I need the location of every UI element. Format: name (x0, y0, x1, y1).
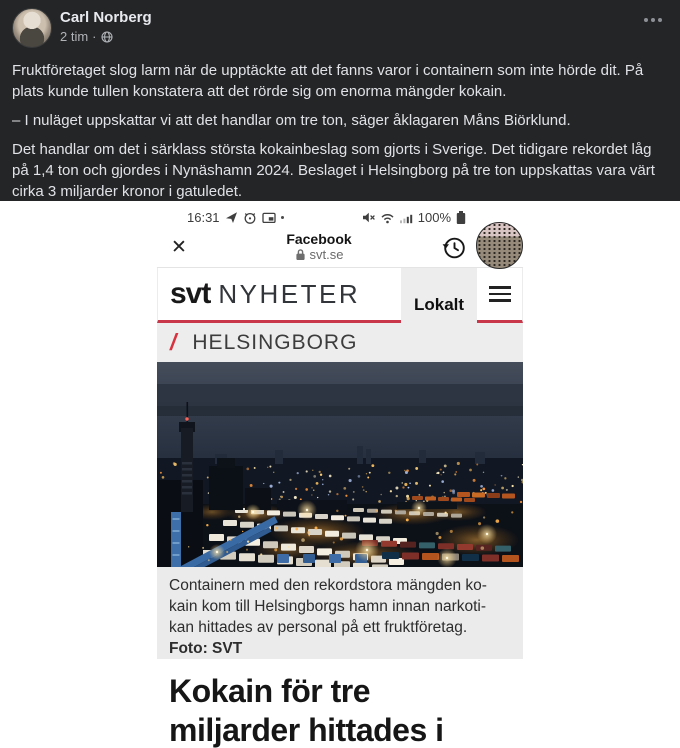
profile-avatar[interactable] (476, 222, 523, 269)
author-avatar[interactable] (12, 8, 52, 48)
facebook-post (0, 0, 680, 201)
post-options-icon[interactable] (638, 8, 668, 32)
svt-site-header (157, 268, 523, 323)
status-time: 16:31 (187, 210, 220, 225)
status-bar (157, 201, 523, 228)
svt-nyheter-logo[interactable] (157, 268, 401, 323)
globe-icon (101, 31, 113, 43)
caption-line: Containern med den rekordstora mängden ko- (169, 577, 487, 594)
browser-address[interactable] (197, 231, 441, 262)
section-banner[interactable] (157, 323, 523, 362)
tab-lokalt[interactable]: Lokalt (401, 268, 477, 323)
photo-credit: Foto: SVT (169, 640, 243, 657)
post-paragraph: – I nuläget uppskattar vi att det handlar om tre ton, säger åklagaren Måns Biörklund. (12, 112, 571, 129)
post-timestamp[interactable]: 2 tim (60, 29, 89, 44)
browser-toolbar (157, 228, 523, 268)
headline-line: Kokain för tre (169, 673, 371, 709)
shared-screenshot-image[interactable] (0, 201, 680, 748)
caption-line: kan hittades av personal på ett fruktföretag. (169, 619, 468, 636)
section-label: HELSINGBORG (192, 330, 358, 354)
close-icon[interactable]: ✕ (171, 236, 187, 258)
nyheter-logo-text: NYHETER (218, 278, 361, 309)
alarm-icon (243, 211, 257, 225)
mute-icon (362, 211, 376, 224)
battery-percent: 100% (417, 210, 451, 225)
photo-caption (157, 567, 523, 659)
headline-line: miljarder hittades i (169, 712, 444, 748)
browser-domain: svt.se (309, 247, 344, 262)
lock-icon (295, 248, 306, 261)
harbor-night-photo (157, 362, 523, 567)
signal-strength-icon (399, 212, 414, 224)
battery-icon (455, 210, 467, 225)
post-paragraph: Det handlar om det i särklass största kokainbeslag som gjorts i Sverige. Det tidigare rekordet låg på 1,4 ton och gjordes i Nynäshamn 2024. Beslaget i Helsingborg på tre ton uppskattas vara värt cirka 3 miljarder kronor i gatuledet. (12, 141, 655, 200)
phone-screenshot (157, 201, 523, 748)
history-icon[interactable] (441, 235, 467, 261)
hamburger-icon (489, 286, 511, 302)
meta-separator: · (92, 29, 97, 44)
browser-page-title: Facebook (286, 231, 352, 247)
author-name[interactable]: Carl Norberg (60, 9, 152, 26)
article-photo (157, 362, 523, 567)
menu-button[interactable] (477, 268, 523, 323)
caption-line: kain kom till Helsingborgs hamn innan narkoti- (169, 598, 487, 615)
post-paragraph: Fruktföretaget slog larm när de upptäckte att det fanns varor i containern som inte hörde dit. På plats kunde tullen konstatera att det rörde sig om enorma mängder kokain. (12, 62, 644, 100)
svt-logo-text: svt (170, 277, 211, 310)
article-headline (157, 659, 523, 748)
post-header (12, 8, 668, 54)
post-text (12, 60, 668, 202)
notification-dot-icon (281, 216, 284, 219)
slash-icon: / (170, 329, 177, 355)
wifi-icon (380, 212, 395, 224)
pip-window-icon (262, 211, 276, 224)
send-notification-icon (225, 211, 238, 224)
